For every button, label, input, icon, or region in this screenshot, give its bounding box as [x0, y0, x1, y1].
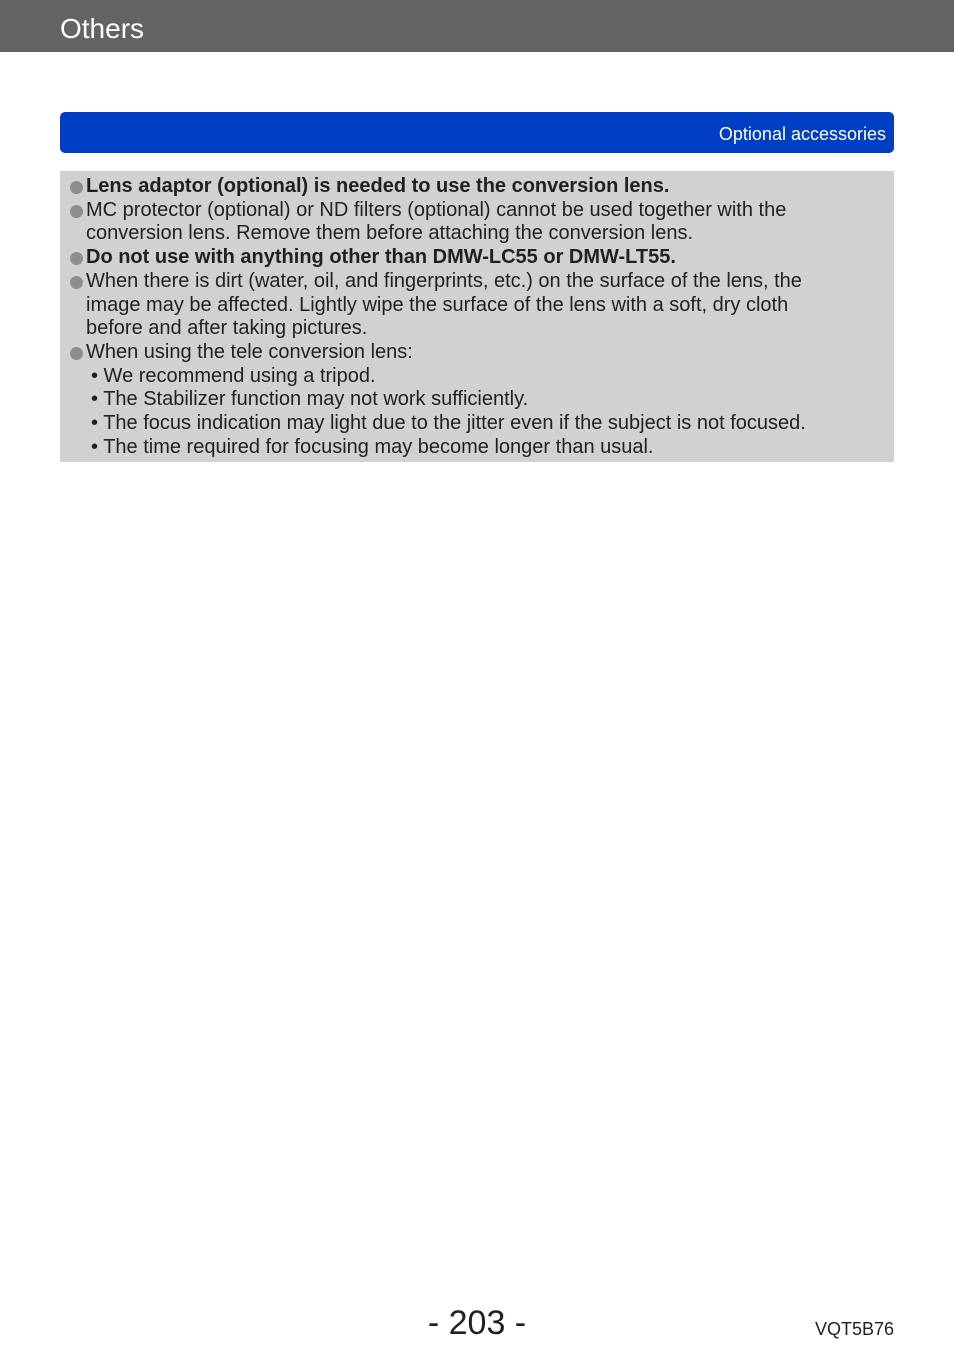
bullet-icon — [70, 181, 83, 194]
note-item — [68, 341, 888, 460]
sub-item: • The time required for focusing may become longer than usual. — [91, 435, 654, 458]
note-item — [68, 270, 888, 341]
sub-item: • We recommend using a tripod. — [91, 364, 376, 387]
note-text-line: MC protector (optional) or ND filters (optional) cannot be used together with the — [86, 198, 787, 221]
note-text: Lens adaptor (optional) is needed to use the conversion lens. — [86, 175, 670, 197]
note-text-line: image may be affected. Lightly wipe the surface of the lens with a soft, dry cloth — [86, 293, 789, 316]
sub-item: • The Stabilizer function may not work sufficiently. — [91, 388, 529, 411]
note-item — [68, 175, 888, 199]
bullet-icon — [70, 252, 83, 265]
page-number: - 203 - — [427, 1304, 527, 1342]
section-banner — [60, 112, 894, 153]
sub-list — [86, 365, 888, 460]
sub-item: • The focus indication may light due to the jitter even if the subject is not focused. — [91, 412, 806, 435]
note-text-line: When there is dirt (water, oil, and fingerprints, etc.) on the surface of the lens, the — [86, 269, 802, 292]
chapter-title: Others — [60, 13, 145, 44]
bullet-icon — [70, 276, 83, 289]
note-item — [68, 246, 888, 270]
note-text-line: conversion lens. Remove them before attaching the conversion lens. — [86, 222, 694, 245]
bullet-icon — [70, 205, 83, 218]
note-item — [68, 199, 888, 246]
bullet-icon — [70, 347, 83, 360]
note-text-line: before and after taking pictures. — [86, 317, 368, 340]
notes-box — [60, 171, 894, 462]
header-bar — [0, 0, 954, 52]
document-code: VQT5B76 — [814, 1319, 894, 1339]
notes-list — [68, 175, 888, 459]
note-text-line: When using the tele conversion lens: — [86, 340, 413, 363]
section-title: Optional accessories — [718, 124, 886, 144]
note-text: Do not use with anything other than DMW-LC55 or DMW-LT55. — [86, 246, 676, 269]
